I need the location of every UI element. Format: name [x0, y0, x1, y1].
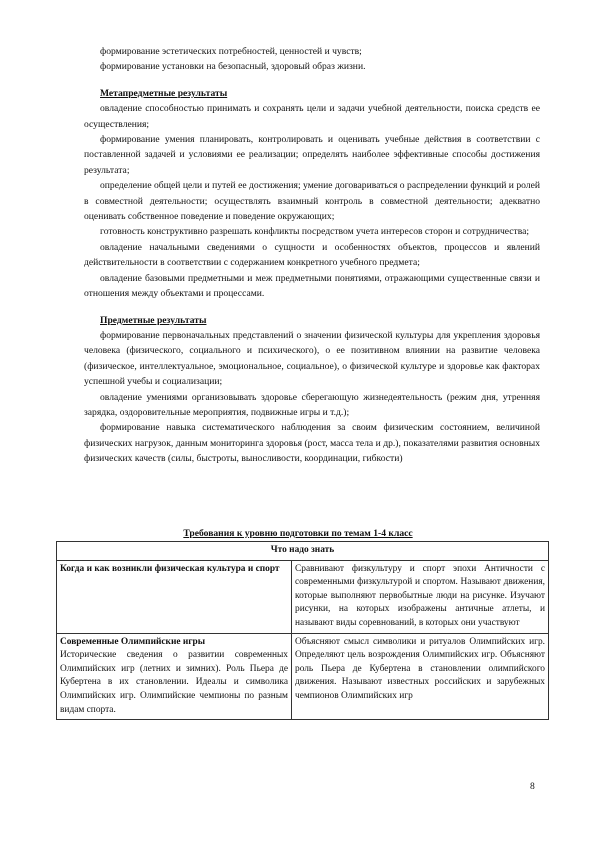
table-caption: Требования к уровню подготовки по темам 1-4 класс [183, 528, 413, 539]
row-topic: Когда и как возникли физическая культура и спорт [60, 563, 280, 574]
row-topic: Современные Олимпийские игры [60, 636, 206, 647]
table-header-row [57, 542, 549, 561]
table-cell-right: Сравнивают физкультуру и спорт эпохи Античности с современными физкультурой и спортом. Называют движения, которые выполняют первобытные люди на рисунке. Изучают рисунки, на которых изображены античные атлеты, и называют виды соревнований, в которых они участвуют [292, 560, 549, 633]
table-cell-topic [57, 633, 292, 720]
table-header: Что надо знать [57, 542, 549, 561]
body-text [84, 44, 540, 467]
subject-item: формирование навыка систематического наблюдения за своим физическим состоянием, величиной физических нагрузок, данным мониторинга здоровья (рост, масса тела и др.), показателями развития основных физических качеств (силы, быстроты, выносливости, координации, гибкости) [84, 422, 540, 465]
table-row [57, 633, 549, 720]
page-number: 8 [530, 781, 535, 792]
meta-item: овладение способностью принимать и сохранять цели и задачи учебной деятельности, поиска средств ее осуществления; [84, 103, 540, 130]
meta-item: формирование умения планировать, контролировать и оценивать учебные действия в соответствии с поставленной задачей и условиями ее реализации; определять наиболее эффективные способы достижения результата; [84, 134, 540, 176]
meta-item: готовность конструктивно разрешать конфликты посредством учета интересов сторон и сотрудничества; [100, 226, 530, 238]
table-cell-right: Объясняют смысл символики и ритуалов Олимпийских игр. Определяют цель возрождения Олимпийских игр. Объясняют роль Пьера де Кубертена в становлении олимпийского движения. Называют известных российских и зарубежных чемпионов Олимпийских игр [292, 633, 549, 720]
meta-item: определение общей цели и путей ее достижения; умение договариваться о распределении функций и ролей в совместной деятельности; осуществлять взаимный контроль в совместной деятельности; адекватно оценивать собственное поведение и поведение окружающих; [84, 180, 540, 223]
intro-line: формирование эстетических потребностей, ценностей и чувств; [100, 46, 362, 57]
meta-item: овладение базовыми предметными и меж предметными понятиями, отражающими существенные связи и отношения между объектами и процессами. [84, 272, 540, 300]
table-row [57, 560, 549, 633]
table-cell-topic [57, 560, 292, 633]
meta-item: овладение начальными сведениями о сущности и особенностях объектов, процессов и явлений действительности в соответствии с содержанием конкретного учебного предмета; [84, 241, 540, 269]
row-description: Исторические сведения о развитии современных Олимпийских игр (летних и зимних). Роль Пьера де Кубертена в их становлении. Идеалы и символика Олимпийских игр. Олимпийские чемпионы по разным видам спорта. [60, 650, 288, 715]
requirements-table [56, 541, 549, 720]
subject-item: овладение умениями организовывать здоровье сберегающую жизнедеятельность (режим дня, утренняя зарядка, оздоровительные мероприятия, подвижные игры и т.д.); [84, 391, 540, 418]
subject-item: формирование первоначальных представлений о значении физической культуры для укрепления здоровья человека (физического, социального и психического), о ее позитивном влиянии на развитие человека (физическое, интеллектуальное, эмоциональное, социальное), о физической культуре и здоровье как факторах успешной учебы и социализации; [84, 329, 540, 388]
section-title-meta: Метапредметные результаты [100, 87, 228, 99]
intro-line: формирование установки на безопасный, здоровый образ жизни. [100, 61, 366, 73]
section-title-subject: Предметные результаты [100, 314, 207, 326]
